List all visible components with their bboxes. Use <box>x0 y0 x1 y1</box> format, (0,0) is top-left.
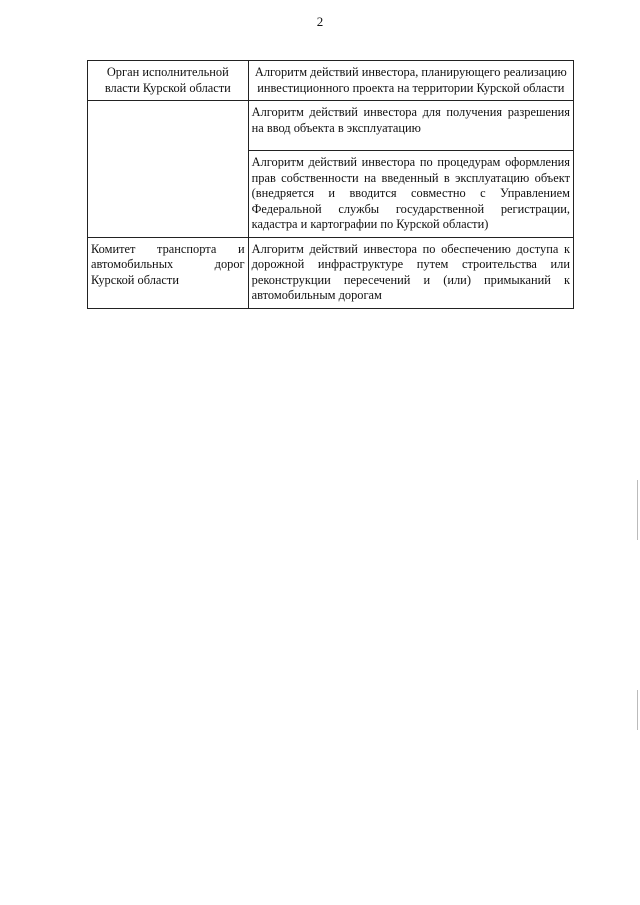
page-number: 2 <box>316 14 324 29</box>
header-algorithm: Алгоритм действий инвестора, планирующего реализацию инвестиционного проекта на территории Курской области <box>248 61 573 101</box>
authority-cell: Комитет транспорта и автомобильных дорог Курской области <box>88 237 249 308</box>
scan-edge-mark <box>637 690 638 730</box>
table-row <box>88 237 574 308</box>
header-authority: Орган исполнительной власти Курской области <box>88 61 249 101</box>
authority-cell <box>88 101 249 238</box>
scan-edge-mark <box>637 480 638 540</box>
algorithm-cell: Алгоритм действий инвестора по обеспечению доступа к дорожной инфраструктуре путем строительства или реконструкции пересечений и (или) примыканий к автомобильным дорогам <box>248 237 573 308</box>
table-row <box>88 101 574 151</box>
investor-algorithms-table <box>87 60 574 309</box>
algorithm-cell: Алгоритм действий инвестора по процедурам оформления прав собственности на введенный в эксплуатацию объект (внедряется и вводится совместно с Управлением Федеральной службы государственной регистрации, кадастра и картографии по Курской области) <box>248 151 573 238</box>
table-header-row <box>88 61 574 101</box>
algorithm-cell: Алгоритм действий инвестора для получения разрешения на ввод объекта в эксплуатацию <box>248 101 573 151</box>
